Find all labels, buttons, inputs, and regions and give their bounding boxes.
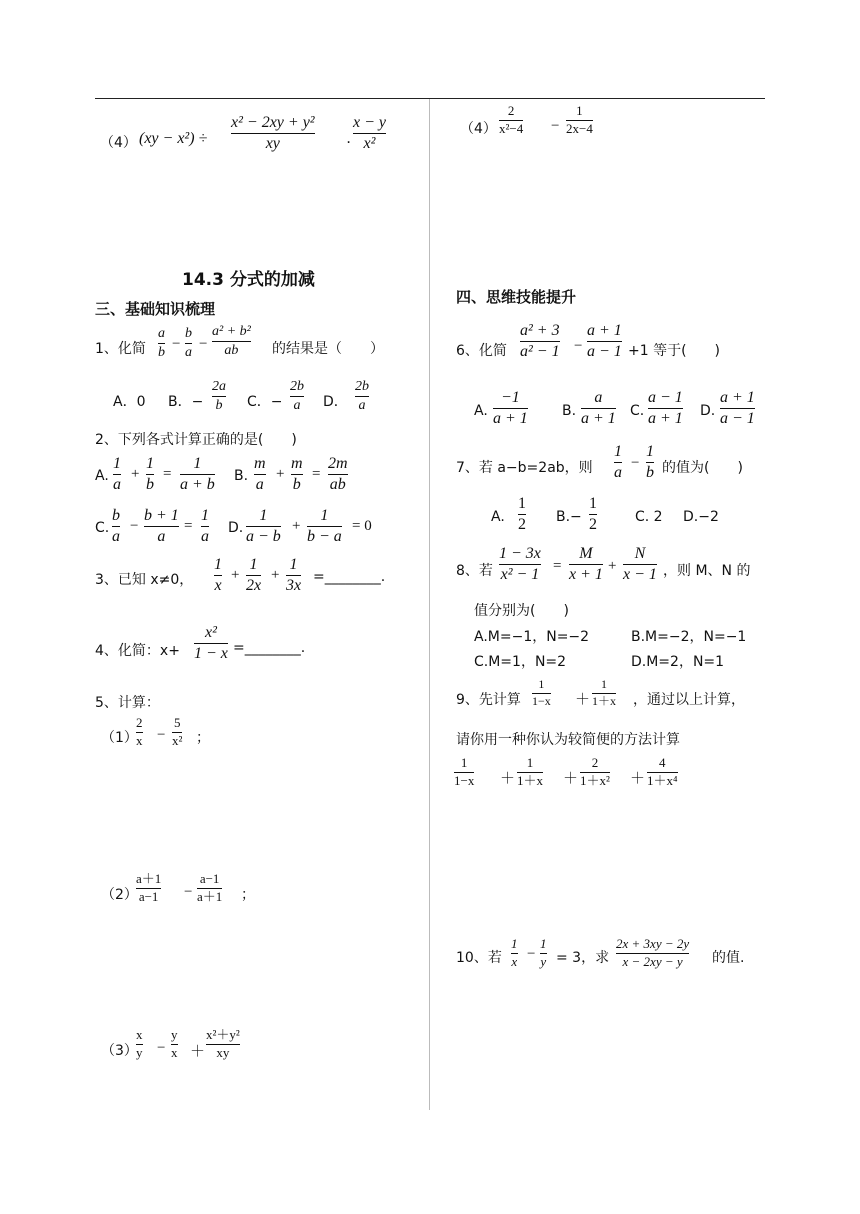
q1-option-b: B．−: [168, 394, 204, 410]
q2-b-fraction-1: m a: [254, 455, 266, 494]
q7-op: −: [631, 455, 640, 471]
q2-a-fraction-1: 1 a: [113, 455, 121, 494]
right-q4-fraction-2: 1 2x−4: [566, 103, 593, 136]
q6-option-d-label: D.: [700, 403, 716, 419]
q6-prefix: 6、化简: [456, 343, 507, 359]
q10-fraction-1: 1 x: [511, 936, 518, 969]
q1-fraction-3: a² + b² ab: [212, 324, 251, 359]
q2-d-fraction-1: 1 a − b: [246, 507, 281, 546]
q8-option-d: D.M=2，N=1: [631, 654, 725, 670]
q5-part-3-fraction-1: x y: [136, 1027, 143, 1060]
q2-c-fraction-1: b a: [112, 507, 120, 546]
right-q4-op: −: [551, 118, 560, 134]
q5-part-3-label: （3）: [101, 1043, 138, 1059]
q2-c-eq: =: [184, 518, 193, 534]
q7-option-b-fraction: 1 2: [589, 495, 597, 534]
q9-fraction-2: 1 1＋x: [592, 677, 617, 708]
q5-part-2-label: （2）: [101, 887, 138, 903]
q6-option-c-fraction: a − 1 a + 1: [648, 389, 683, 428]
q2-option-d-label: D.: [228, 520, 244, 536]
q1-suffix: 的结果是（ ）: [272, 341, 384, 357]
q9-line-2: 请你用一种你认为较简便的方法计算: [456, 732, 680, 748]
q9-expr-op-1: ＋: [500, 771, 516, 787]
left-q4-dot: .: [347, 130, 351, 147]
q6-fraction-1: a² + 3 a² − 1: [520, 322, 560, 361]
q1-op-1: −: [172, 336, 181, 352]
q8-fraction-1: 1 − 3x x² − 1: [499, 545, 541, 584]
q10-op: −: [527, 946, 536, 962]
q8-fraction-2: M x + 1: [569, 545, 603, 584]
q2-d-fraction-2: 1 b − a: [307, 507, 342, 546]
q5-part-1-fraction-1: 2 x: [136, 715, 143, 748]
section-4-title: 四、思维技能提升: [456, 288, 577, 306]
q1-fraction-2: b a: [185, 326, 192, 361]
q9-prefix: 9、先计算: [456, 692, 521, 708]
q1-option-d-fraction: 2b a: [355, 379, 369, 414]
q7-option-b-label: B.−: [556, 509, 582, 525]
q5-part-1-end: ；: [196, 730, 210, 746]
q2-d-op: +: [292, 518, 301, 534]
q1-option-c: C．−: [247, 394, 283, 410]
q1-option-b-fraction: 2a b: [212, 379, 226, 414]
left-q4-fraction-2: x − y x²: [353, 114, 386, 153]
q8-option-b: B.M=−2，N=−1: [631, 629, 747, 645]
q5-part-3-op-1: −: [157, 1040, 166, 1056]
q1-op-2: −: [199, 336, 208, 352]
q9-expr-op-3: ＋: [630, 771, 646, 787]
q1-option-a: A．0: [113, 394, 146, 410]
q2-d-eq: = 0: [352, 518, 372, 534]
q2-c-fraction-3: 1 a: [201, 507, 209, 546]
q3-op-2: +: [271, 567, 280, 583]
q2-b-fraction-3: 2m ab: [328, 455, 348, 494]
q2-b-eq: =: [312, 466, 321, 482]
q9-suffix: ，通过以上计算，: [633, 692, 745, 708]
q5-part-2-fraction-1: a＋1 a−1: [136, 871, 162, 904]
column-divider: [429, 99, 430, 1110]
left-q4-expr: (xy − x²) ÷: [139, 130, 208, 147]
q5-part-1-op: −: [157, 727, 166, 743]
q9-expr-fraction-3: 2 1＋x²: [580, 755, 610, 788]
q7-fraction-1: 1 a: [614, 443, 622, 482]
q7-option-d: D.−2: [683, 509, 719, 525]
q1-option-d: D．: [323, 394, 348, 410]
q1-fraction-1: a b: [158, 326, 165, 361]
top-rule: [95, 98, 765, 99]
q3-suffix: =________.: [313, 569, 386, 585]
q3-fraction-2: 1 2x: [246, 556, 262, 595]
q5-text: 5、计算：: [95, 695, 160, 711]
q2-c-fraction-2: b + 1 a: [144, 507, 179, 546]
q6-option-a-fraction: −1 a + 1: [493, 389, 528, 428]
q6-fraction-2: a + 1 a − 1: [587, 322, 622, 361]
q1-prefix: 1、化简: [95, 341, 146, 357]
q8-prefix: 8、若: [456, 563, 493, 579]
section-3-title: 三、基础知识梳理: [95, 300, 216, 318]
q5-part-3-fraction-2: y x: [171, 1027, 178, 1060]
q6-option-b-fraction: a a + 1: [581, 389, 616, 428]
q2-c-op: −: [130, 518, 139, 534]
q2-option-c-label: C.: [95, 520, 110, 536]
q10-fraction-3: 2x + 3xy − 2y x − 2xy − y: [616, 936, 690, 969]
q3-fraction-3: 1 3x: [286, 556, 302, 595]
q1-option-c-fraction: 2b a: [290, 379, 304, 414]
q2-text: 2、下列各式计算正确的是( ): [95, 432, 297, 448]
q4-suffix: =________.: [233, 640, 306, 656]
q9-expr-fraction-2: 1 1＋x: [517, 755, 544, 788]
q5-part-3-op-2: ＋: [190, 1044, 206, 1060]
q10-eq: = 3，求: [556, 950, 610, 966]
q9-expr-fraction-4: 4 1＋x⁴: [647, 755, 678, 788]
q10-prefix: 10、若: [456, 950, 502, 966]
q2-a-op: +: [131, 466, 140, 482]
right-q4-fraction-1: 2 x²−4: [499, 103, 524, 136]
q9-op: ＋: [575, 692, 591, 708]
q7-option-a-label: A.: [491, 509, 505, 525]
q6-option-a-label: A.: [474, 403, 488, 419]
lesson-title: 14.3 分式的加减: [182, 270, 315, 290]
left-q4-label: （4）: [100, 135, 137, 151]
q2-a-fraction-3: 1 a + b: [180, 455, 215, 494]
left-q4-fraction-1: x² − 2xy + y² xy: [231, 114, 315, 153]
q8-op: +: [608, 558, 617, 574]
q5-part-2-op: −: [184, 884, 193, 900]
q2-a-eq: =: [163, 466, 172, 482]
q7-fraction-2: 1 b: [646, 443, 654, 482]
q7-suffix: 的值为( ): [662, 460, 743, 476]
q8-option-c: C.M=1，N=2: [474, 654, 567, 670]
q5-part-2-end: ；: [241, 887, 255, 903]
q3-prefix: 3、已知 x≠0，: [95, 572, 194, 588]
q5-part-1-label: （1）: [101, 730, 138, 746]
q7-option-a-fraction: 1 2: [518, 495, 526, 534]
q6-op: −: [574, 338, 583, 354]
q9-expr-op-2: ＋: [563, 771, 579, 787]
q2-option-a-label: A.: [95, 468, 109, 484]
q10-fraction-2: 1 y: [540, 936, 547, 969]
q6-option-c-label: C.: [630, 403, 645, 419]
q8-suffix: ，则 M、N 的: [663, 563, 751, 579]
q5-part-3-fraction-3: x²＋y² xy: [206, 1027, 240, 1060]
q8-eq: =: [553, 558, 562, 574]
q6-option-b-label: B.: [562, 403, 577, 419]
q8-line-2: 值分别为( ): [474, 603, 569, 619]
q10-suffix: 的值.: [712, 950, 745, 966]
q9-fraction-1: 1 1−x: [532, 677, 551, 708]
q7-option-c: C. 2: [635, 509, 663, 525]
q9-expr-fraction-1: 1 1−x: [454, 755, 475, 788]
q7-prefix: 7、若 a−b=2ab，则: [456, 460, 593, 476]
q4-prefix: 4、化简：x+: [95, 643, 180, 659]
q2-option-b-label: B.: [234, 468, 249, 484]
q3-op-1: +: [231, 567, 240, 583]
q6-suffix: +1 等于( ): [628, 343, 721, 359]
q5-part-2-fraction-2: a−1 a＋1: [197, 871, 223, 904]
q8-option-a: A.M=−1，N=−2: [474, 629, 590, 645]
q5-part-1-fraction-2: 5 x²: [172, 715, 183, 748]
q2-b-op: +: [276, 466, 285, 482]
right-q4-label: （4）: [460, 121, 497, 137]
q2-b-fraction-2: m b: [291, 455, 303, 494]
q4-fraction: x² 1 − x: [194, 624, 228, 663]
q8-fraction-3: N x − 1: [623, 545, 657, 584]
q3-fraction-1: 1 x: [214, 556, 222, 595]
q2-a-fraction-2: 1 b: [146, 455, 154, 494]
q6-option-d-fraction: a + 1 a − 1: [720, 389, 755, 428]
